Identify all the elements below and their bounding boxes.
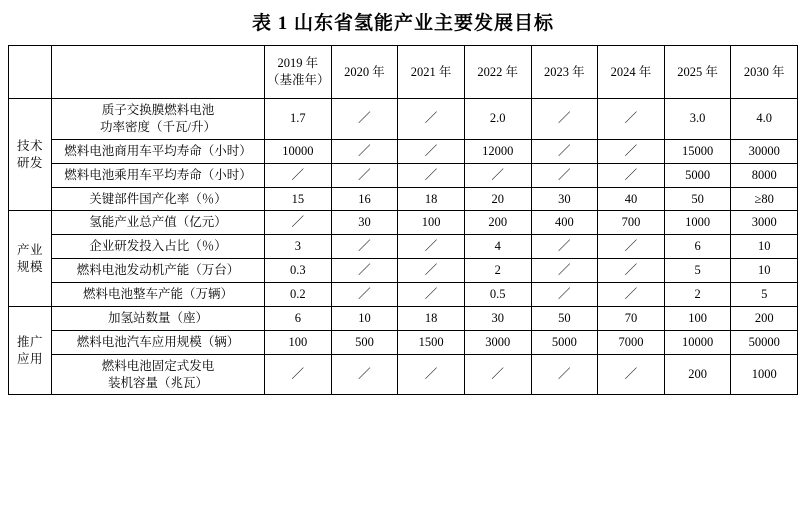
cell-value: ／ [398,99,465,140]
cell-value: ／ [398,163,465,187]
cell-value: 40 [598,187,665,211]
category-industry-scale [9,211,52,307]
cell-value: ／ [464,163,531,187]
cell-value: 2 [464,259,531,283]
cell-value: 6 [664,235,731,259]
category-industry-scale-line1: 产业 [16,242,43,257]
cell-value: ／ [598,235,665,259]
category-promotion-application-line2: 应用 [16,351,43,366]
table-row [9,330,798,354]
cell-value: ／ [531,283,598,307]
column-header-2022: 2022 年 [464,46,531,99]
row-label: 关键部件国产化率（％） [52,187,265,211]
cell-value: 200 [464,211,531,235]
cell-value: 0.2 [265,283,332,307]
row-label [52,354,265,395]
cell-value: 0.3 [265,259,332,283]
cell-value: ／ [398,139,465,163]
row-label: 企业研发投入占比（％） [52,235,265,259]
cell-value: 4 [464,235,531,259]
cell-value: 5000 [664,163,731,187]
row-label: 燃料电池发动机产能（万台） [52,259,265,283]
table-row [9,283,798,307]
cell-value: 4.0 [731,99,798,140]
header-corner-category [9,46,52,99]
cell-value: ／ [531,354,598,395]
category-technology-rd-line1: 技术 [16,138,43,153]
table-row [9,306,798,330]
table-header-row [9,46,798,99]
cell-value: 50 [531,306,598,330]
cell-value: 1.7 [265,99,332,140]
cell-value: ／ [265,354,332,395]
category-technology-rd [9,99,52,211]
cell-value: 70 [598,306,665,330]
row-label-line1: 燃料电池固定式发电 [101,358,215,373]
cell-value: ／ [598,163,665,187]
cell-value: ／ [331,163,398,187]
cell-value: 500 [331,330,398,354]
cell-value: 3 [265,235,332,259]
column-header-2020: 2020 年 [331,46,398,99]
header-corner-indicator [52,46,265,99]
cell-value: ／ [331,283,398,307]
cell-value: 50000 [731,330,798,354]
cell-value: ／ [531,139,598,163]
cell-value: ／ [331,235,398,259]
cell-value: 18 [398,187,465,211]
cell-value: 3000 [731,211,798,235]
cell-value: 18 [398,306,465,330]
row-label-line1: 质子交换膜燃料电池 [101,103,215,117]
cell-value: 7000 [598,330,665,354]
table-row [9,354,798,395]
cell-value: 100 [664,306,731,330]
cell-value: 16 [331,187,398,211]
column-header-2021: 2021 年 [398,46,465,99]
cell-value: ／ [598,259,665,283]
cell-value: 10 [331,306,398,330]
cell-value: ／ [598,99,665,140]
cell-value: 5 [664,259,731,283]
column-header-2023: 2023 年 [531,46,598,99]
table-row [9,259,798,283]
cell-value: ≥80 [731,187,798,211]
row-label-line2: 功率密度（千瓦/升） [100,119,216,134]
cell-value: 1000 [664,211,731,235]
cell-value: 15000 [664,139,731,163]
cell-value: 100 [398,211,465,235]
category-industry-scale-line2: 规模 [16,259,43,274]
cell-value: 30000 [731,139,798,163]
cell-value: ／ [531,99,598,140]
cell-value: ／ [331,354,398,395]
row-label: 加氢站数量（座） [52,306,265,330]
cell-value: ／ [331,139,398,163]
cell-value: 12000 [464,139,531,163]
column-header-2019-line1: 2019 年 [277,56,319,71]
cell-value: 8000 [731,163,798,187]
column-header-2019-line2: （基准年） [267,73,330,87]
cell-value: 200 [731,306,798,330]
page-title: 表 1 山东省氢能产业主要发展目标 [251,13,554,34]
cell-value: 30 [531,187,598,211]
cell-value: 30 [331,211,398,235]
cell-value: 10000 [265,139,332,163]
cell-value: 5000 [531,330,598,354]
row-label: 燃料电池汽车应用规模（辆） [52,330,265,354]
cell-value: 10000 [664,330,731,354]
cell-value: ／ [398,259,465,283]
row-label: 燃料电池整车产能（万辆） [52,283,265,307]
category-promotion-application [9,306,52,395]
cell-value: ／ [598,283,665,307]
row-label: 燃料电池乘用车平均寿命（小时） [52,163,265,187]
cell-value: 400 [531,211,598,235]
cell-value: ／ [398,283,465,307]
table-row [9,99,798,140]
column-header-2030: 2030 年 [731,46,798,99]
table-row [9,139,798,163]
cell-value: 6 [265,306,332,330]
cell-value: ／ [531,235,598,259]
row-label [52,99,265,140]
row-label: 燃料电池商用车平均寿命（小时） [52,139,265,163]
category-promotion-application-line1: 推广 [16,334,43,349]
cell-value: ／ [531,259,598,283]
cell-value: 100 [265,330,332,354]
cell-value: 5 [731,283,798,307]
cell-value: 15 [265,187,332,211]
cell-value: ／ [265,163,332,187]
cell-value: 30 [464,306,531,330]
cell-value: 2 [664,283,731,307]
cell-value: ／ [598,354,665,395]
row-label: 氢能产业总产值（亿元） [52,211,265,235]
cell-value: 1500 [398,330,465,354]
cell-value: ／ [531,163,598,187]
table-row [9,235,798,259]
cell-value: 2.0 [464,99,531,140]
cell-value: ／ [398,354,465,395]
cell-value: 700 [598,211,665,235]
category-technology-rd-line2: 研发 [16,155,43,170]
cell-value: 0.5 [464,283,531,307]
cell-value: 200 [664,354,731,395]
column-header-2019 [265,46,332,99]
row-label-line2: 装机容量（兆瓦） [107,375,208,390]
cell-value: 50 [664,187,731,211]
table-row [9,211,798,235]
cell-value: ／ [331,259,398,283]
table-row [9,163,798,187]
cell-value: 10 [731,259,798,283]
cell-value: 3.0 [664,99,731,140]
cell-value: ／ [265,211,332,235]
cell-value: 3000 [464,330,531,354]
hydrogen-targets-table [8,45,798,395]
column-header-2025: 2025 年 [664,46,731,99]
cell-value: ／ [398,235,465,259]
cell-value: 1000 [731,354,798,395]
cell-value: ／ [598,139,665,163]
table-row [9,187,798,211]
cell-value: 10 [731,235,798,259]
column-header-2024: 2024 年 [598,46,665,99]
cell-value: 20 [464,187,531,211]
cell-value: ／ [464,354,531,395]
cell-value: ／ [331,99,398,140]
